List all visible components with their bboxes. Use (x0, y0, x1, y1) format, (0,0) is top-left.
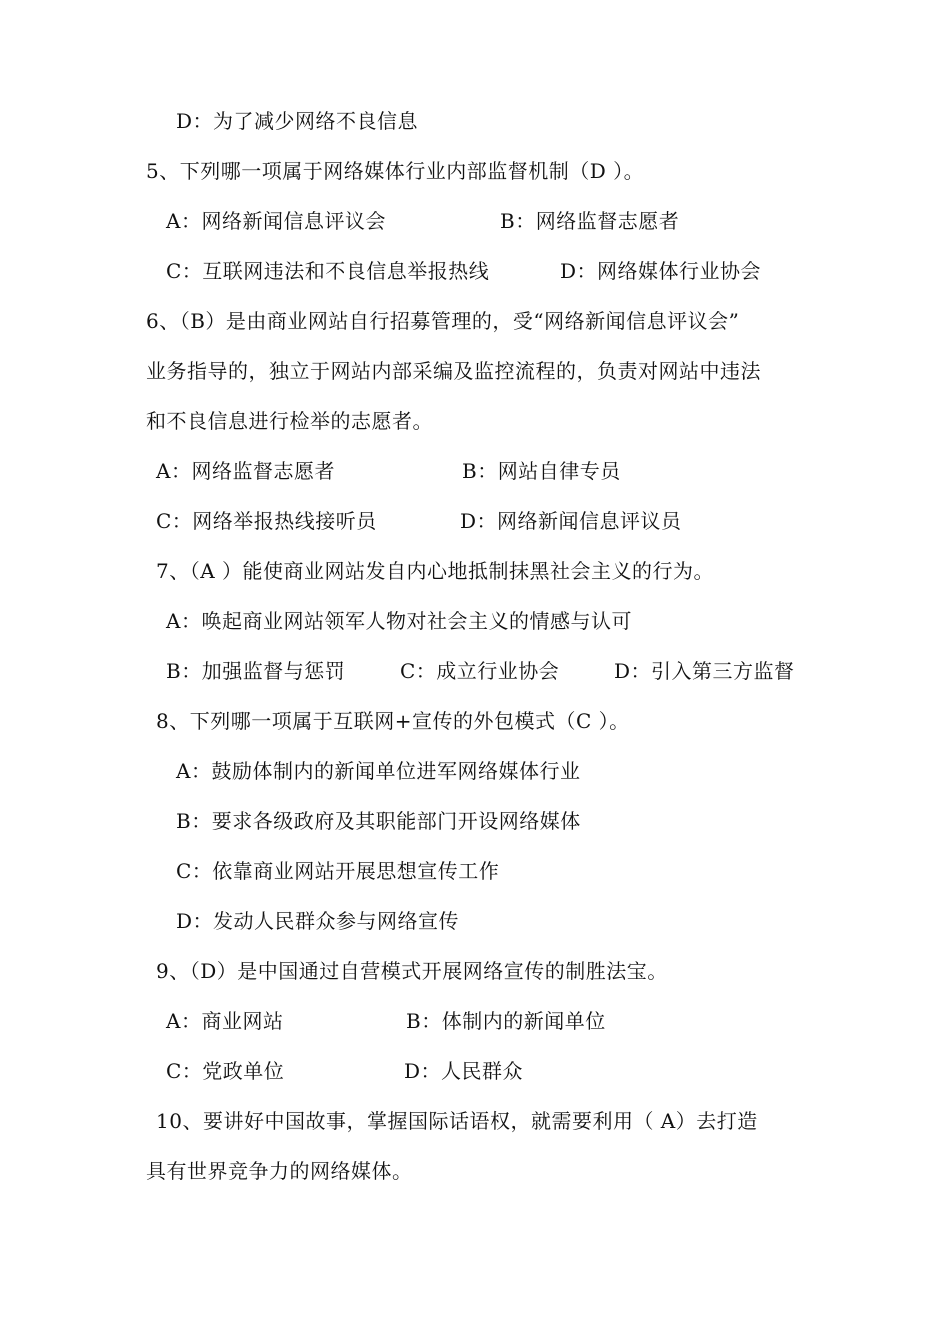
q6-option-b: B：网站自律专员 (462, 459, 621, 483)
q9-stem: 9、（D）是中国通过自营模式开展网络宣传的制胜法宝。 (156, 959, 668, 983)
q5-option-d: D：网络媒体行业协会 (560, 259, 762, 283)
q6-option-a: A：网络监督志愿者 (156, 459, 335, 483)
q7-option-b: B：加强监督与惩罚 (166, 659, 346, 683)
q6-option-d: D：网络新闻信息评议员 (460, 509, 682, 533)
q9-option-c: C：党政单位 (166, 1059, 285, 1083)
q7-stem: 7、（A ）能使商业网站发自内心地抵制抹黑社会主义的行为。 (156, 559, 715, 583)
q10-stem-line1: 10、要讲好中国故事，掌握国际话语权，就需要利用（ A）去打造 (156, 1109, 758, 1133)
q8-option-b: B：要求各级政府及其职能部门开设网络媒体 (176, 809, 581, 833)
q5-option-c: C：互联网违法和不良信息举报热线 (166, 259, 490, 283)
q10-stem-line2: 具有世界竞争力的网络媒体。 (146, 1159, 413, 1183)
q7-option-c: C：成立行业协会 (400, 659, 560, 683)
q8-option-c: C：依靠商业网站开展思想宣传工作 (176, 859, 500, 883)
q7-option-a: A：唤起商业网站领军人物对社会主义的情感与认可 (166, 609, 632, 633)
q8-option-a: A：鼓励体制内的新闻单位进军网络媒体行业 (176, 759, 581, 783)
q5-option-b: B：网络监督志愿者 (500, 209, 680, 233)
q6-stem-line2: 业务指导的，独立于网站内部采编及监控流程的，负责对网站中违法 (146, 359, 761, 383)
q5-option-a: A：网络新闻信息评议会 (166, 209, 386, 233)
q6-stem-line3: 和不良信息进行检举的志愿者。 (146, 409, 433, 433)
q4-option-d: D：为了减少网络不良信息 (176, 109, 419, 133)
q9-option-d: D：人民群众 (404, 1059, 524, 1083)
q7-option-d: D：引入第三方监督 (614, 659, 795, 683)
q8-stem: 8、下列哪一项属于互联网+宣传的外包模式（C ）。 (156, 709, 630, 733)
q9-option-a: A：商业网站 (166, 1009, 284, 1033)
q5-stem: 5、下列哪一项属于网络媒体行业内部监督机制（D ）。 (146, 159, 645, 183)
q9-option-b: B：体制内的新闻单位 (406, 1009, 606, 1033)
q6-stem-line1: 6、（B）是由商业网站自行招募管理的，受“网络新闻信息评议会” (146, 309, 740, 333)
q6-option-c: C：网络举报热线接听员 (156, 509, 377, 533)
q8-option-d: D：发动人民群众参与网络宣传 (176, 909, 460, 933)
